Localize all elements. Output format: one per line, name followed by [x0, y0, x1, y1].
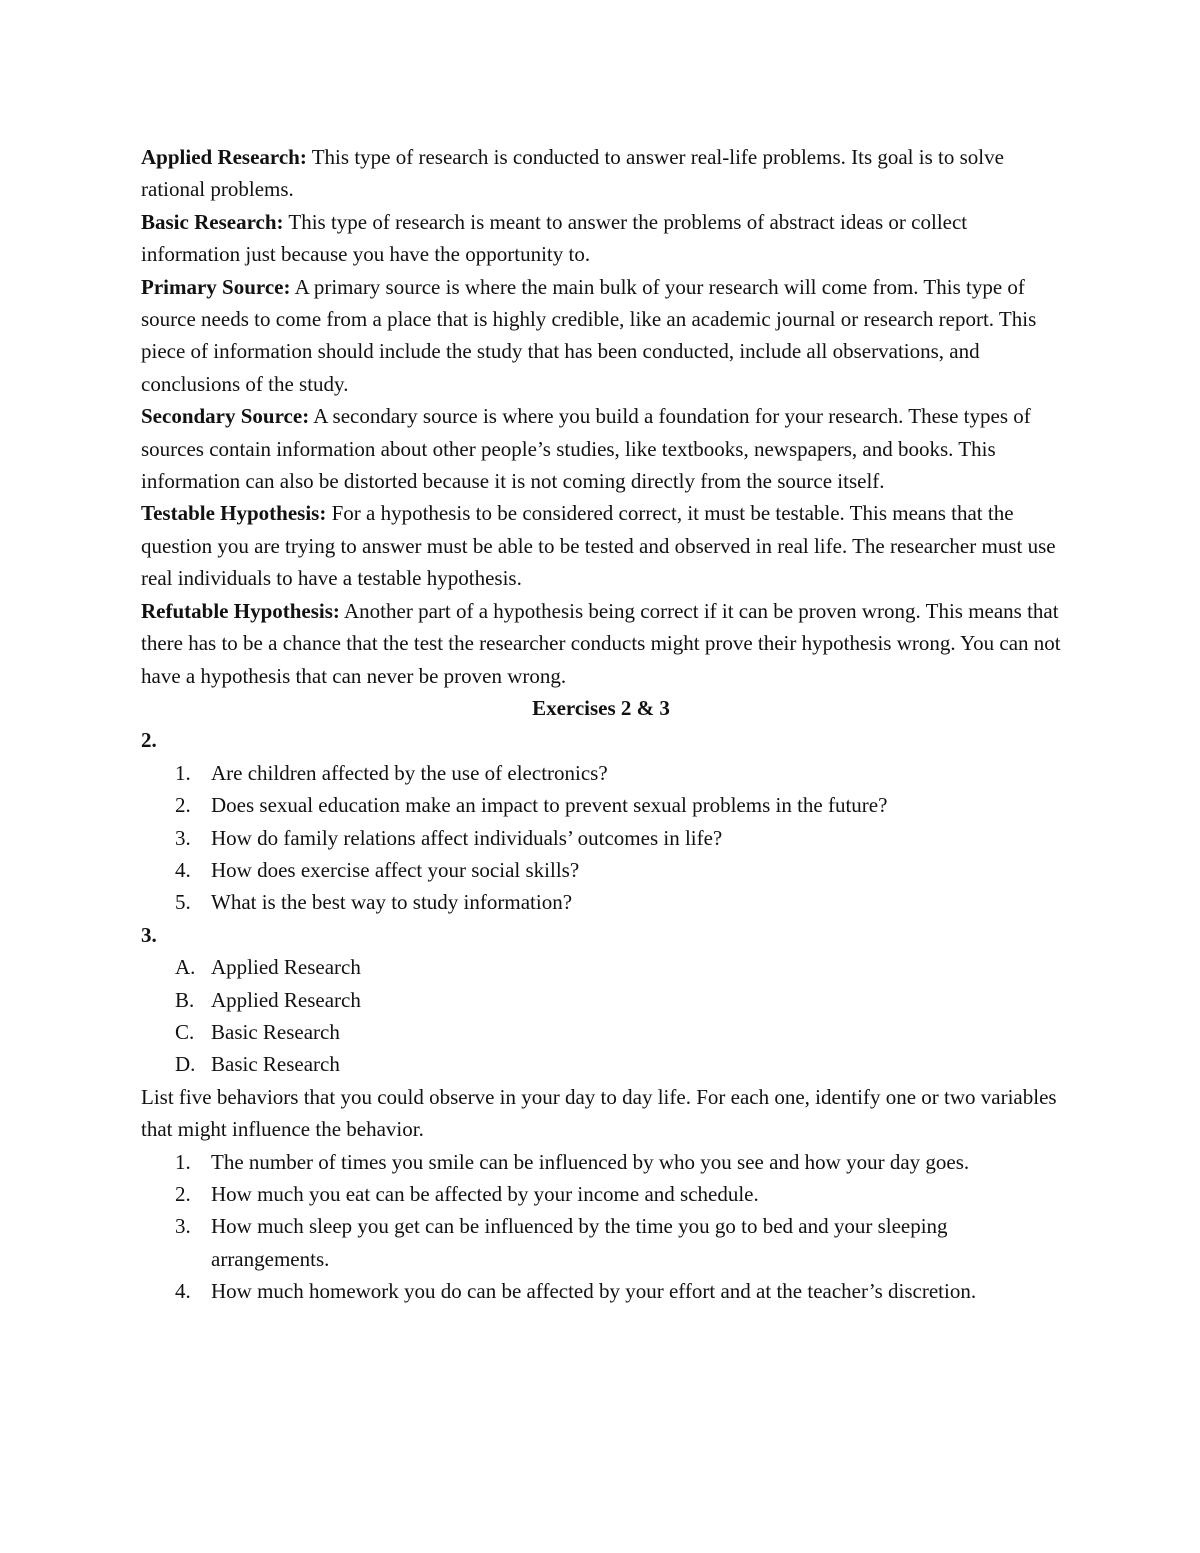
definition-primary-source	[141, 271, 1061, 401]
exercise-2-list	[141, 757, 1061, 919]
definition-text: A primary source is where the main bulk of your research will come from. This type of source needs to come from a place that is highly credible, like an academic journal or research report. This piece of information should include the study that has been conducted, include all observations, and conclusions of the study.	[141, 274, 1037, 396]
term-label: Primary Source:	[141, 274, 291, 299]
list-item	[141, 854, 1061, 886]
list-marker: C.	[175, 1019, 195, 1044]
list-marker: D.	[175, 1052, 196, 1077]
list-item	[141, 1146, 1061, 1178]
definition-applied-research	[141, 141, 1061, 206]
list-item	[141, 1210, 1061, 1275]
list-marker: 1.	[175, 760, 191, 785]
list-item-text: How much sleep you get can be influenced by the time you go to bed and your sleeping arrangements.	[211, 1214, 948, 1271]
document-page	[141, 141, 1061, 1308]
list-item	[141, 757, 1061, 789]
list-marker: B.	[175, 987, 195, 1012]
definition-text: For a hypothesis to be considered correct, it must be testable. This means that the question you are trying to answer must be able to be tested and observed in real life. The researcher must use real individuals to have a testable hypothesis.	[141, 501, 1056, 591]
list-item	[141, 1275, 1061, 1307]
list-item	[141, 984, 1061, 1016]
list-item	[141, 1178, 1061, 1210]
definition-text: This type of research is conducted to answer real-life problems. Its goal is to solve rational problems.	[141, 145, 1004, 202]
list-item-text: What is the best way to study information?	[211, 890, 573, 915]
list-item-text: Does sexual education make an impact to prevent sexual problems in the future?	[211, 793, 888, 818]
list-item	[141, 951, 1061, 983]
term-label: Refutable Hypothesis:	[141, 598, 340, 623]
definition-testable-hypothesis	[141, 497, 1061, 594]
definition-basic-research	[141, 206, 1061, 271]
list-item-text: Basic Research	[211, 1052, 340, 1077]
list-marker: 4.	[175, 857, 191, 882]
behaviors-prompt: List five behaviors that you could observe in your day to day life. For each one, identify one or two variables that might influence the behavior.	[141, 1084, 1057, 1142]
list-marker: 5.	[175, 890, 191, 915]
list-item	[141, 886, 1061, 918]
list-item	[141, 822, 1061, 854]
exercise-3-list	[141, 951, 1061, 1081]
list-item-text: How do family relations affect individuals’ outcomes in life?	[211, 825, 723, 850]
exercises-heading: Exercises 2 & 3	[532, 695, 670, 720]
list-item	[141, 1048, 1061, 1080]
list-marker: 1.	[175, 1149, 191, 1174]
list-item-text: How does exercise affect your social skills?	[211, 857, 580, 882]
term-label: Applied Research:	[141, 145, 307, 169]
definition-text: This type of research is meant to answer the problems of abstract ideas or collect information just because you have the opportunity to.	[141, 209, 968, 267]
list-item	[141, 789, 1061, 821]
list-item	[141, 1016, 1061, 1048]
list-marker: A.	[175, 955, 196, 980]
definition-text: Another part of a hypothesis being correct if it can be proven wrong. This means that there has to be a chance that the test the researcher conducts might prove their hypothesis wrong. You can not have a hypothesis that can never be proven wrong.	[141, 598, 1061, 688]
definition-secondary-source	[141, 400, 1061, 497]
term-label: Testable Hypothesis:	[141, 501, 327, 526]
list-item-text: How much homework you do can be affected by your effort and at the teacher’s discretion.	[211, 1279, 977, 1304]
list-item-text: How much you eat can be affected by your income and schedule.	[211, 1182, 759, 1206]
list-item-text: Applied Research	[211, 955, 361, 980]
definition-text: A secondary source is where you build a foundation for your research. These types of sources contain information about other people’s studies, like textbooks, newspapers, and books. This information can also be distorted because it is not coming directly from the source itself.	[141, 404, 1031, 494]
list-item-text: Are children affected by the use of electronics?	[211, 760, 608, 785]
list-marker: 3.	[175, 825, 191, 850]
term-label: Basic Research:	[141, 209, 284, 234]
behaviors-list	[141, 1146, 1061, 1308]
list-marker: 4.	[175, 1279, 191, 1304]
list-marker: 3.	[175, 1214, 191, 1239]
exercise-3-label: 3.	[141, 922, 157, 947]
list-item-text: Basic Research	[211, 1019, 340, 1044]
exercise-2-label: 2.	[141, 728, 157, 753]
list-item-text: The number of times you smile can be influenced by who you see and how your day goes.	[211, 1149, 970, 1174]
list-item-text: Applied Research	[211, 987, 361, 1012]
list-marker: 2.	[175, 1182, 191, 1206]
term-label: Secondary Source:	[141, 404, 310, 429]
definition-refutable-hypothesis	[141, 595, 1061, 692]
list-marker: 2.	[175, 793, 191, 818]
